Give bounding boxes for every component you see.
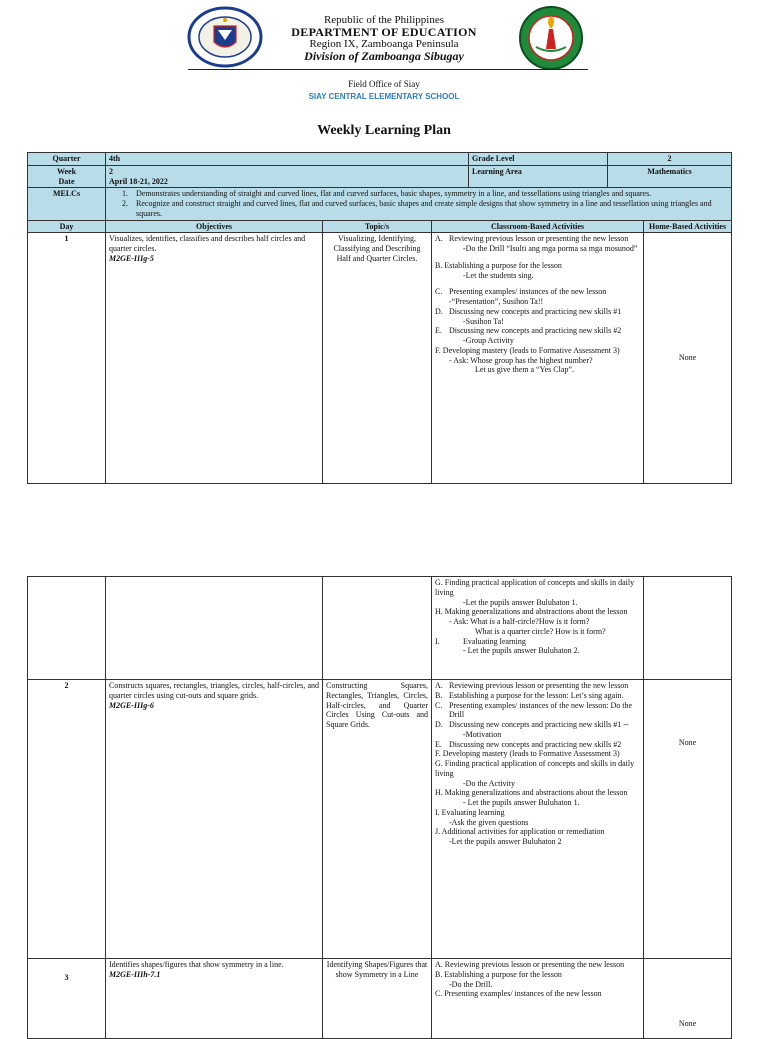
activity-d: D. Discussing new concepts and practicing new skills #1 -- xyxy=(435,720,629,729)
empty-cell xyxy=(323,577,432,680)
topic-cell: Identifying Shapes/Figures that show Symmetry in a Line xyxy=(323,959,432,1039)
melc-code: M2GE-IIIh-7.1 xyxy=(109,969,161,979)
school-name: SIAY CENTRAL ELEMENTARY SCHOOL xyxy=(308,92,460,101)
melc-code: M2GE-IIIg-6 xyxy=(109,700,154,710)
melc-item: 1. Demonstrates understanding of straight and curved lines, flat and curved surfaces, basic shapes, symmetry in a line, and tessellations using triangles and squares. xyxy=(122,189,652,199)
activity-g: G. Finding practical application of concepts and skills in daily living xyxy=(435,759,635,778)
activity-g: G. Finding practical application of concepts and skills in daily living xyxy=(435,578,635,597)
activity-a: A. Reviewing previous lesson or presenting the new lesson xyxy=(435,960,625,969)
home-activities: None xyxy=(644,959,732,1039)
header-divider xyxy=(188,69,588,70)
melcs-label: MELCs xyxy=(28,188,106,220)
classroom-activities: G. Finding practical application of concepts and skills in daily living -Let the pupils answer Buluhaton 1. H. Making generalizations and abstractions about the lesson - Ask: What is a half-circle?How is it form? What is a quarter circle? How is it form? I. Evaluating learning - Let the pupils answer Buluhaton 2. xyxy=(432,577,644,680)
grade-value: 2 xyxy=(608,153,732,166)
empty-cell xyxy=(106,577,323,680)
activity-i: I. Evaluating learning xyxy=(435,636,526,646)
activity-b: B. Establishing a purpose for the lesson xyxy=(435,260,562,270)
col-objectives: Objectives xyxy=(106,220,323,233)
classroom-activities: A. Reviewing previous lesson or presenting the new lesson -Do the Drill “Isulti ang mga porma sa mga mosunod” B. Establishing a purpose for the lesson -Let the students sing. C. Presenting examples/ instances of the new lesson -“Presentation”, Susihon Ta!! D. Discussing new concepts and practicing new skills #1 -Susihon Ta! E. Discussing new concepts and practicing new skills #2 -Group Activity F. Developing mastery (leads to Formative Assessment 3) - Ask: Whose group has the highest number? Let us give them a “Yes Clap”. xyxy=(432,233,644,484)
division-line: Division of Zamboanga Sibugay xyxy=(304,49,464,63)
day-row-3 xyxy=(28,959,732,1039)
column-header-row xyxy=(28,220,732,233)
republic-line: Republic of the Philippines xyxy=(323,14,445,26)
page-title: Weekly Learning Plan xyxy=(317,123,451,138)
melc-item: 2. Recognize and construct straight and curved lines, flat and curved surfaces, basic shapes and create simple designs that show symmetry in a line and tessellation using triangles and squares. xyxy=(122,199,712,218)
week-value: 2 xyxy=(109,166,113,176)
activity-c: C. Presenting examples/ instances of the new lesson xyxy=(435,287,607,297)
grade-label: Grade Level xyxy=(469,153,608,166)
activity-a: A. Reviewing previous lesson or presenting the new lesson xyxy=(435,234,629,244)
activity-i: I. Evaluating learning xyxy=(435,807,505,817)
quarter-row xyxy=(28,153,732,166)
objective-cell: Visualizes, identifies, classifies and describes half circles and quarter circles. M2GE-IIIg-5 xyxy=(106,233,323,484)
learning-plan-table-continued xyxy=(27,576,732,1039)
melcs-list xyxy=(106,188,732,220)
quarter-value: 4th xyxy=(106,153,469,166)
col-home: Home-Based Activities xyxy=(644,220,732,233)
activity-b: B. Establishing a purpose for the lesson: Let’s sing again. xyxy=(435,690,624,700)
region-line: Region IX, Zamboanga Peninsula xyxy=(309,38,459,50)
classroom-activities: A. Reviewing previous lesson or presenting the new lesson B. Establishing a purpose for the lesson: Let’s sing again. C. Presenting examples/ instances of the new lesson: Do the Drill D. Discussing new concepts and practicing new skills #1 -- -Motivation E. Discussing new concepts and practicing new skills #2 F. Developing mastery (leads to Formative Assessment 3) G. Finding practical application of concepts and skills in daily living -Do the Activity H. Making generalizations and abstractions about the lesson - Let the pupils answer Buluhaton 1. I. Evaluating learning -Ask the given questions J. Additional activities for application or remediation -Let the pupils answer Buluhaton 2 xyxy=(432,680,644,959)
activity-e: E. Discussing new concepts and practicing new skills #2 xyxy=(435,326,622,336)
activity-c: C. Presenting examples/ instances of the new lesson: Do the Drill xyxy=(435,700,633,720)
date-label: Date xyxy=(58,176,75,186)
topic-cell: Visualizing, Identifying, Classifying and Describing Half and Quarter Circles. xyxy=(323,233,432,484)
area-value: Mathematics xyxy=(608,165,732,188)
day-number: 1 xyxy=(28,233,106,484)
week-date-label xyxy=(28,165,106,188)
day-number: 3 xyxy=(28,959,106,1039)
classroom-activities: A. Reviewing previous lesson or presenting the new lesson B. Establishing a purpose for the lesson -Do the Drill. C. Presenting examples/ instances of the new lesson xyxy=(432,959,644,1039)
objective-cell: Identifies shapes/figures that show symmetry in a line. M2GE-IIIh-7.1 xyxy=(106,959,323,1039)
date-value: April 18-21, 2022 xyxy=(109,176,168,186)
field-office: Field Office of Siay xyxy=(348,79,420,89)
week-label: Week xyxy=(56,166,77,176)
area-label: Learning Area xyxy=(469,165,608,188)
activity-f: F. Developing mastery (leads to Formative Assessment 3) xyxy=(435,345,620,355)
col-classroom: Classroom-Based Activities xyxy=(432,220,644,233)
week-row xyxy=(28,165,732,188)
home-activities: None xyxy=(644,680,732,959)
week-date-value xyxy=(106,165,469,188)
activity-h: H. Making generalizations and abstractions about the lesson xyxy=(435,788,628,798)
empty-cell xyxy=(644,577,732,680)
learning-plan-table xyxy=(27,152,732,484)
department-line: DEPARTMENT OF EDUCATION xyxy=(291,25,477,39)
col-day: Day xyxy=(28,220,106,233)
col-topics: Topic/s xyxy=(323,220,432,233)
activity-a: A. Reviewing previous lesson or presenting the new lesson xyxy=(435,681,629,690)
home-activities: None xyxy=(644,233,732,484)
day-row-1-continued xyxy=(28,577,732,680)
topic-cell: Constructing Squares, Rectangles, Triangles, Circles, Half-circles, and Quarter Circles Using Cut-outs and Square Grids. xyxy=(323,680,432,959)
activity-e: E. Discussing new concepts and practicing new skills #2 xyxy=(435,739,622,749)
activity-d: D. Discussing new concepts and practicing new skills #1 xyxy=(435,306,622,316)
day-number: 2 xyxy=(28,680,106,959)
day-row-2 xyxy=(28,680,732,959)
activity-j: J. Additional activities for application or remediation xyxy=(435,827,605,837)
day-row-1 xyxy=(28,233,732,484)
quarter-label: Quarter xyxy=(28,153,106,166)
activity-b: B. Establishing a purpose for the lesson xyxy=(435,969,562,979)
melcs-row xyxy=(28,188,732,220)
melc-code: M2GE-IIIg-5 xyxy=(109,253,154,263)
objective-cell: Constructs squares, rectangles, triangles, circles, half-circles, and quarter circles using cut-outs and square grids. M2GE-IIIg-6 xyxy=(106,680,323,959)
activity-c: C. Presenting examples/ instances of the new lesson xyxy=(435,989,602,999)
empty-cell xyxy=(28,577,106,680)
activity-h: H. Making generalizations and abstractions about the lesson xyxy=(435,607,628,617)
activity-f: F. Developing mastery (leads to Formative Assessment 3) xyxy=(435,749,620,759)
